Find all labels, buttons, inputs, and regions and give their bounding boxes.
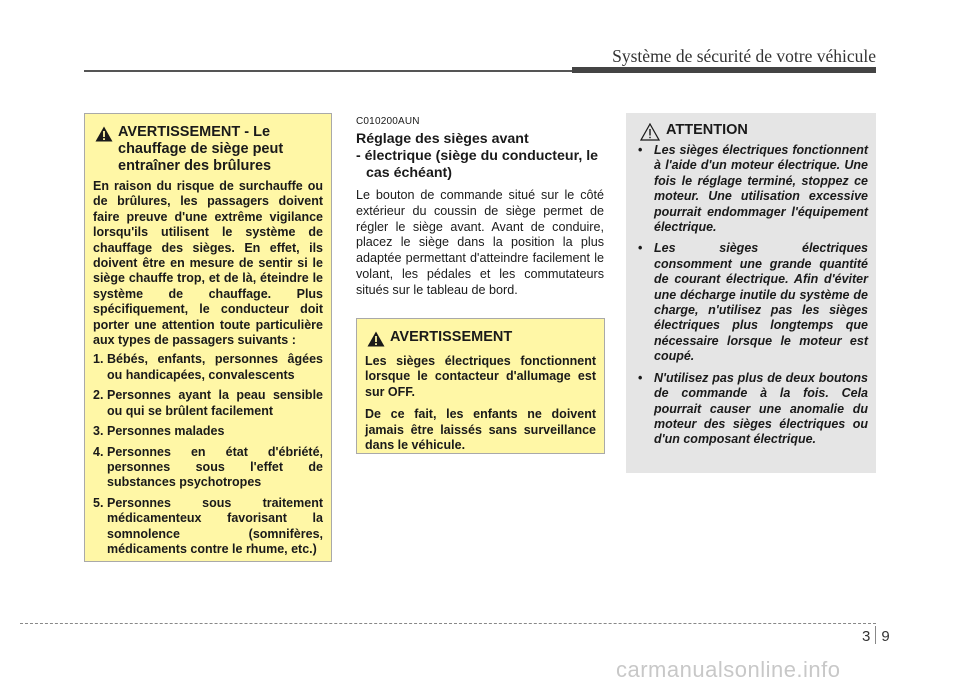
section-body: Le bouton de commande situé sur le côté extérieur du coussin de siège permet de régler le siège avant. Avant de conduire, placez le siège dans la position la plus adaptée permettant d'atteindre facilement le volant, les pédales et les commutateurs situés sur le tableau de bord. xyxy=(356,188,604,297)
warning-body xyxy=(365,354,596,453)
warning-box-power-seats xyxy=(356,318,605,454)
list-item: 4. Personnes en état d'ébriété, personnes sous l'effet de substances psychotropes xyxy=(93,444,323,490)
list-item: • Les sièges électriques consomment une grande quantité de courant électrique. Afin d'éviter une décharge inutile du système de charge, n'utilisez pas les sièges électriques plus longtemps que nécessaire lorsque le moteur est coupé. xyxy=(638,241,868,364)
list-item: 5. Personnes sous traitement médicamenteux favorisant la somnolence (somnifères, médicaments contre le rhume, etc.) xyxy=(93,495,323,556)
warning-heading xyxy=(365,329,596,346)
list-item: 2. Personnes ayant la peau sensible ou qui se brûlent facilement xyxy=(93,388,323,418)
warning-triangle-icon xyxy=(367,331,385,347)
warning-triangle-icon xyxy=(95,126,113,142)
warning-title: AVERTISSEMENT xyxy=(390,329,513,345)
watermark: carmanualsonline.info xyxy=(616,657,841,682)
warning-heading xyxy=(93,124,323,175)
attention-heading xyxy=(634,122,868,139)
caution-triangle-icon xyxy=(640,123,660,141)
list-item: 1. Bébés, enfants, personnes âgées ou handicapées, convalescents xyxy=(93,352,323,382)
page-number-separator xyxy=(875,626,876,644)
page-header-title: Système de sécurité de votre véhicule xyxy=(612,46,876,66)
warning-title: AVERTISSEMENT xyxy=(118,124,241,140)
page-number-value: 9 xyxy=(881,628,890,645)
page-number xyxy=(862,626,890,645)
header-rule-accent xyxy=(572,67,876,73)
list-item: 3. Personnes malades xyxy=(93,424,225,439)
warning-body xyxy=(93,179,323,557)
warning-box-seat-heating xyxy=(84,113,332,562)
section-subtitle: - électrique (siège du conducteur, le cas échéant) xyxy=(356,148,599,181)
passenger-type-list xyxy=(93,352,323,557)
list-item: • N'utilisez pas plus de deux boutons de commande à la fois. Cela pourrait causer une anomalie du moteur des sièges électriques ou d'un composant électrique. xyxy=(638,370,868,447)
attention-list xyxy=(634,143,868,448)
warning-paragraph: Les sièges électriques fonctionnent lorsque le contacteur d'allumage est sur OFF. xyxy=(365,354,596,399)
list-item: • Les sièges électriques fonctionnent à l'aide d'un moteur électrique. Une fois le réglage terminé, stoppez ce moteur. Une utilisation excessive pourrait endommager l'équipement électrique. xyxy=(638,143,868,235)
footer-rule xyxy=(20,623,876,624)
section-title: Réglage des sièges avant xyxy=(356,131,529,147)
warning-paragraph: En raison du risque de surchauffe ou de brûlures, les passagers doivent faire preuve d'une extrême vigilance lorsqu'ils utilisent le système de chauffage des sièges. En effet, ils doivent être en mesure de sentir si le siège chauffe trop, et de là, éteindre le système de chauffage. Plus spécifiquement, le conducteur doit porter une attention toute particulière aux types de passagers suivants : xyxy=(93,179,323,348)
section-power-seat-adjustment xyxy=(356,116,604,299)
attention-title: ATTENTION xyxy=(666,122,748,138)
section-code: C010200AUN xyxy=(356,116,420,127)
warning-paragraph: De ce fait, les enfants ne doivent jamais être laissés sans surveillance dans le véhicule. xyxy=(365,407,596,453)
warning-title-suffix: - Le chauffage de siège peut entraîner des brûlures xyxy=(118,124,284,174)
chapter-number: 3 xyxy=(862,628,871,645)
attention-box xyxy=(626,113,876,473)
